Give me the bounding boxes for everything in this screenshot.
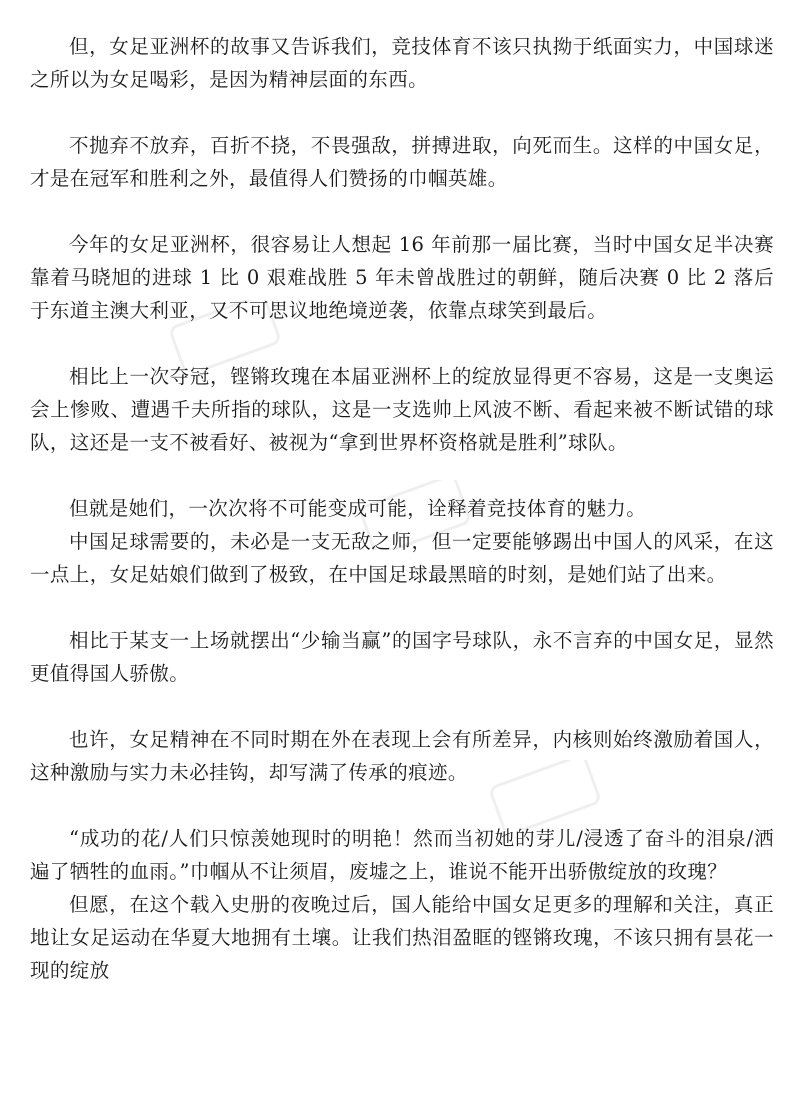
article-body	[30, 30, 774, 987]
paragraph-7: 相比于某支一上场就摆出“少输当赢”的国字号球队，永不言弃的中国女足，显然更值得国人骄傲。	[30, 629, 774, 685]
paragraph-4: 相比上一次夺冠，铿锵玫瑰在本届亚洲杯上的绽放显得更不容易，这是一支奥运会上惨败、遭遇千夫所指的球队，这是一支选帅上风波不断、看起来被不断试错的球队，这还是一支不被看好、被视为“拿到世界杯资格就是胜利”球队。	[30, 365, 774, 454]
paragraph-8: 也许，女足精神在不同时期在外在表现上会有所差异，内核则始终激励着国人，这种激励与实力未必挂钩，却写满了传承的痕迹。	[30, 728, 774, 784]
paragraph-2: 不抛弃不放弃，百折不挠，不畏强敌，拼搏进取，向死而生。这样的中国女足，才是在冠军和胜利之外，最值得人们赞扬的巾帼英雄。	[30, 134, 774, 190]
paragraph-6: 中国足球需要的，未必是一支无敌之师，但一定要能够踢出中国人的风采，在这一点上，女足姑娘们做到了极致，在中国足球最黑暗的时刻，是她们站了出来。	[30, 530, 774, 586]
paragraph-5: 但就是她们，一次次将不可能变成可能，诠释着竞技体育的魅力。	[69, 497, 647, 520]
paragraph-1: 但，女足亚洲杯的故事又告诉我们，竞技体育不该只执拗于纸面实力，中国球迷之所以为女足喝彩，是因为精神层面的东西。	[30, 35, 774, 91]
paragraph-3: 今年的女足亚洲杯，很容易让人想起 16 年前那一届比赛，当时中国女足半决赛靠着马晓旭的进球 1 比 0 艰难战胜 5 年未曾战胜过的朝鲜，随后决赛 0 比 2 落后于东道主澳大利亚，又不可思议地绝境逆袭，依靠点球笑到最后。	[30, 233, 774, 322]
paragraph-10: 但愿，在这个载入史册的夜晚过后，国人能给中国女足更多的理解和关注，真正地让女足运动在华夏大地拥有土壤。让我们热泪盈眶的铿锵玫瑰，不该只拥有昙花一现的绽放	[30, 893, 774, 982]
paragraph-9: “成功的花/人们只惊羡她现时的明艳！然而当初她的芽儿/浸透了奋斗的泪泉/洒遍了牺牲的血雨。”巾帼从不让须眉，废墟之上，谁说不能开出骄傲绽放的玫瑰？	[30, 827, 774, 883]
